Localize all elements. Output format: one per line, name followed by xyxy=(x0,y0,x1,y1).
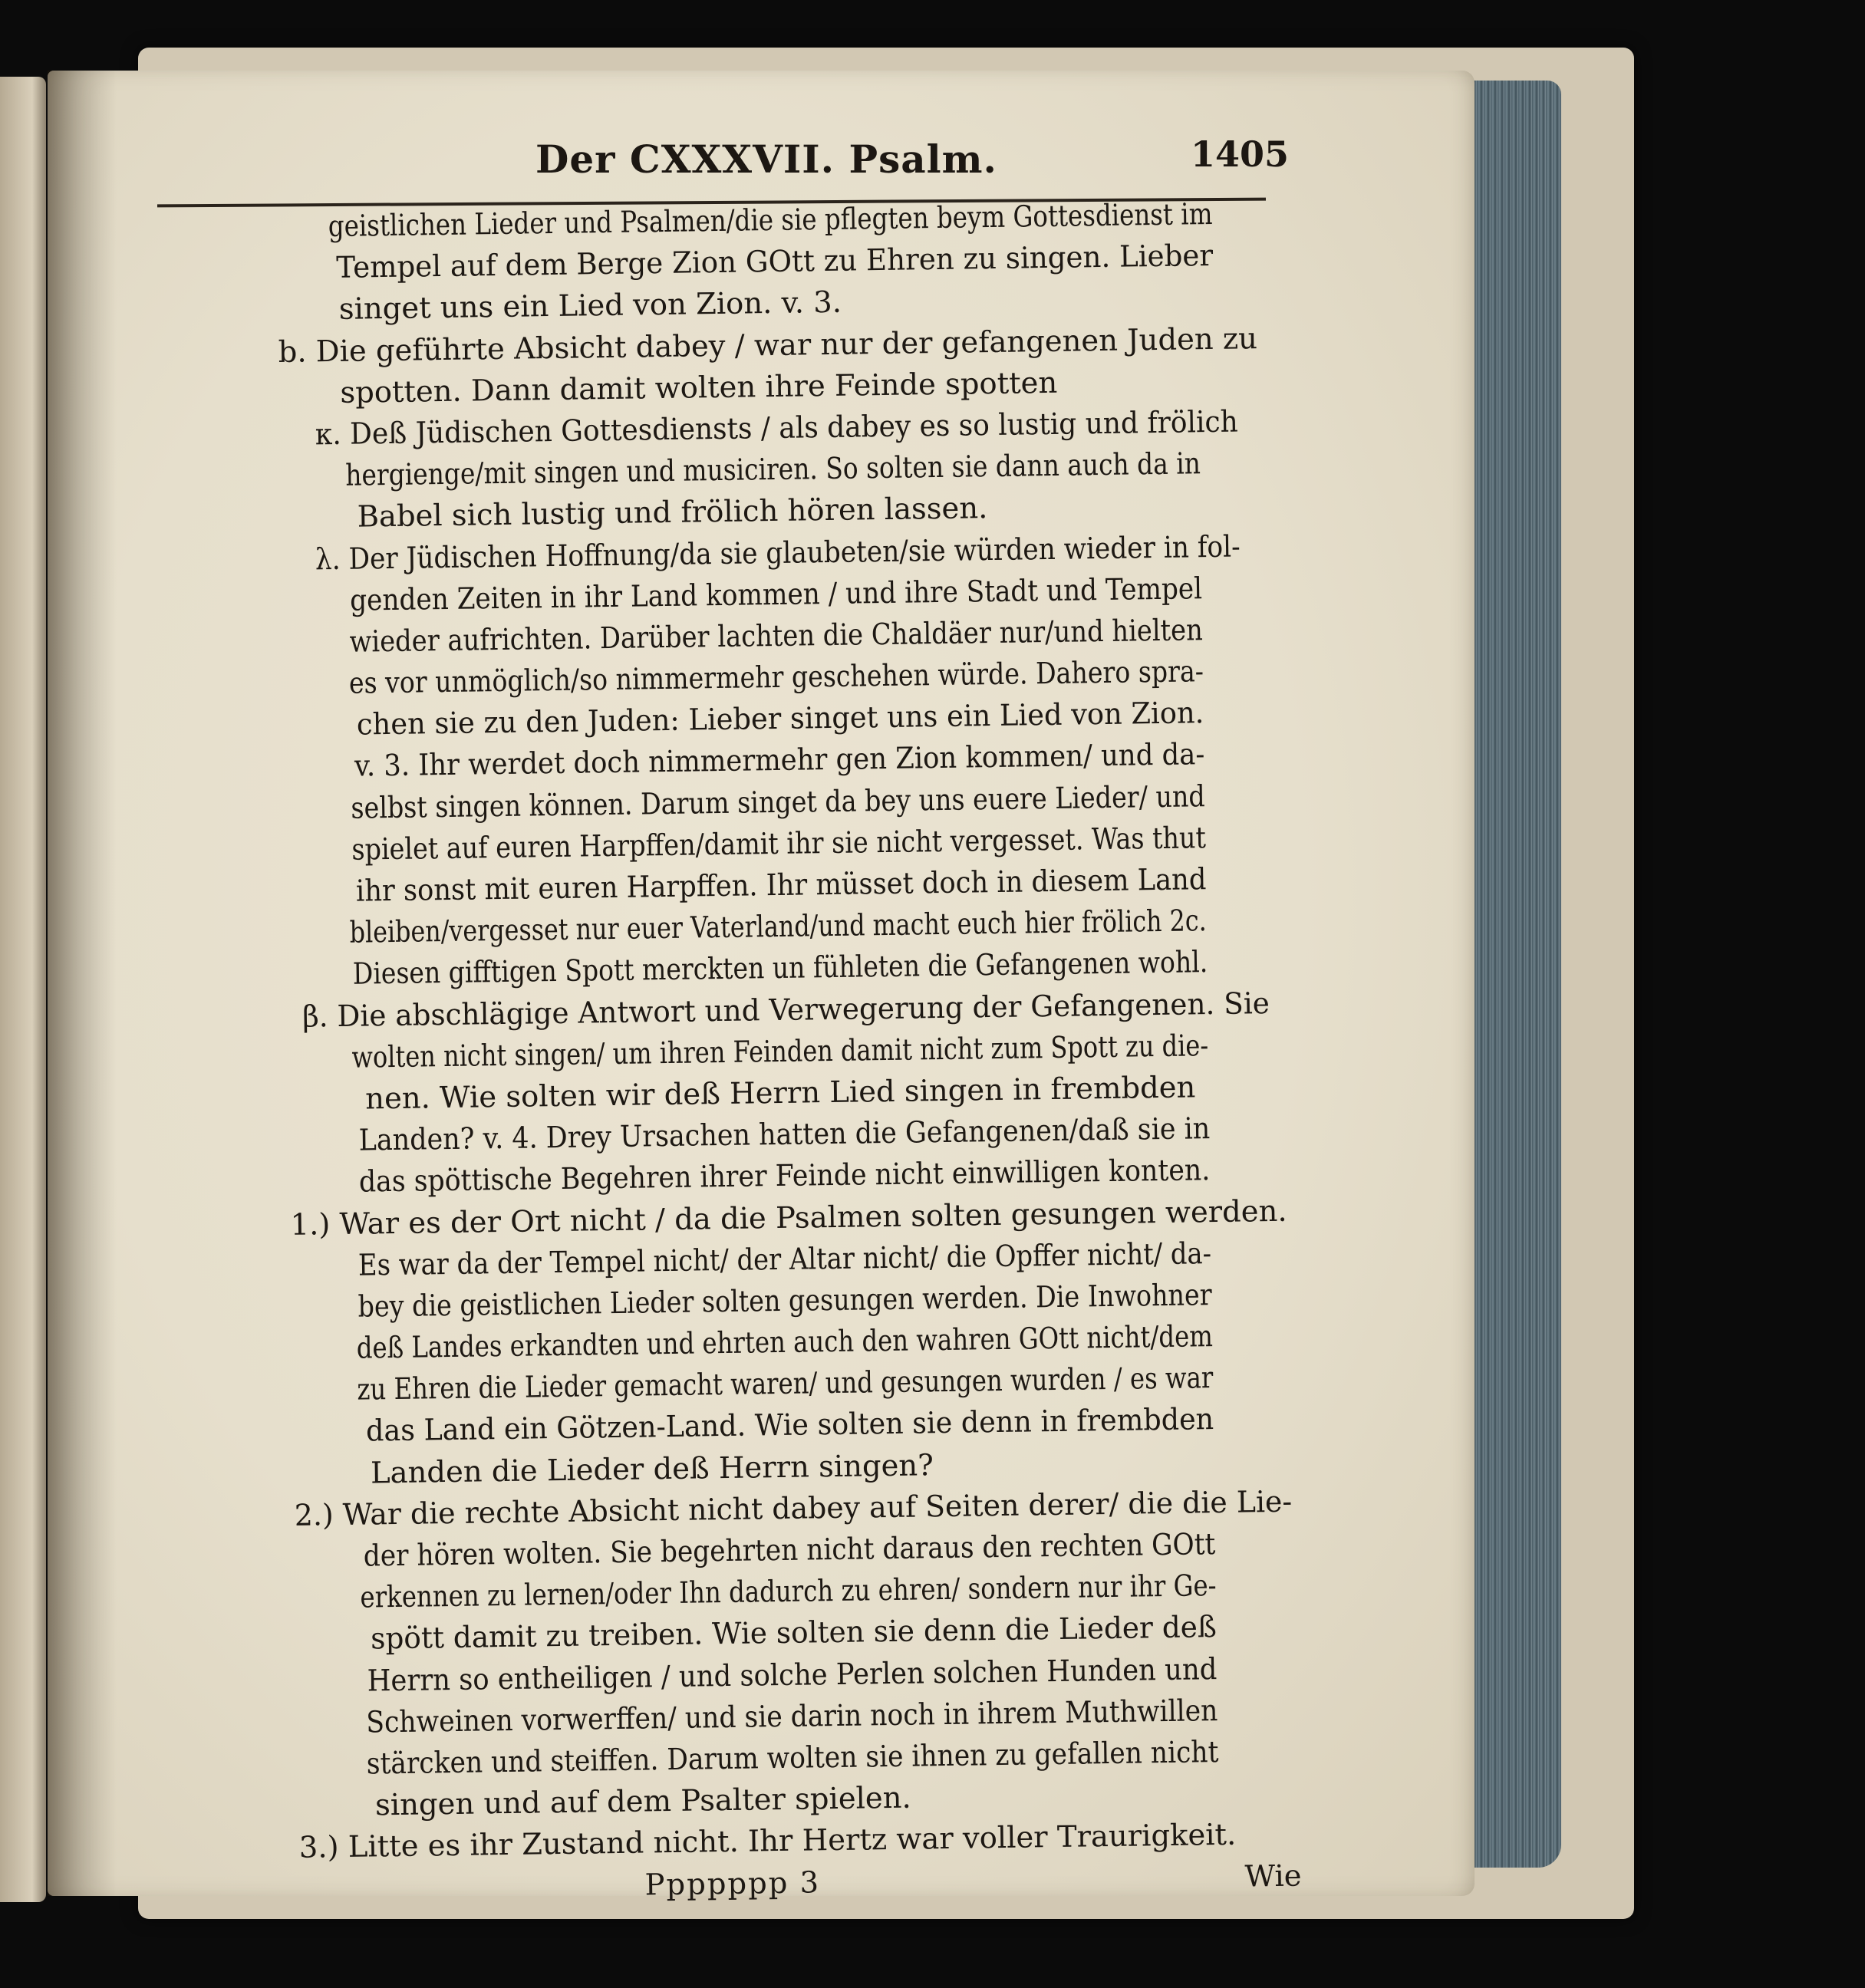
text-line: Tempel auf dem Berge Zion GOtt zu Ehren zu singen. Lieber xyxy=(336,239,1214,286)
text-line: Herrn so entheiligen / und solche Perlen solchen Hunden und xyxy=(367,1651,1218,1699)
text-line: β. Die abschlägige Antwort und Verwegerung der Gefangenen. Sie xyxy=(301,986,1270,1035)
signature-mark: Ppppppp 3 xyxy=(644,1865,821,1903)
text-line: v. 3. Ihr werdet doch nimmermehr gen Zion kommen/ und da- xyxy=(354,737,1205,785)
text-line: spött damit zu treiben. Wie solten sie denn die Lieder deß xyxy=(370,1610,1218,1657)
page-number: 1405 xyxy=(1190,133,1289,175)
text-line: das spöttische Begehren ihrer Feinde nicht einwilligen konten. xyxy=(358,1153,1211,1200)
text-line: bleiben/vergesset nur euer Vaterland/und macht euch hier frölich 2c. xyxy=(349,903,1208,950)
text-line: wolten nicht singen/ um ihren Feinden damit nicht zum Spott zu die- xyxy=(351,1028,1209,1075)
text-line: deß Landes erkandten und ehrten auch den wahren GOtt nicht/dem xyxy=(356,1319,1214,1366)
text-line: Babel sich lustig und frölich hören lassen. xyxy=(357,491,988,535)
text-line: selbst singen können. Darum singet da bey uns euere Lieder/ und xyxy=(351,778,1205,826)
text-line: singet uns ein Lied von Zion. v. 3. xyxy=(338,285,842,327)
text-line: das Land ein Götzen-Land. Wie solten sie denn in frembden xyxy=(365,1402,1214,1449)
text-line: ihr sonst mit euren Harpffen. Ihr müsset doch in diesem Land xyxy=(355,862,1207,909)
text-line: spielet auf euren Harpffen/damit ihr sie nicht vergesset. Was thut xyxy=(351,820,1207,867)
text-line: der hören wolten. Sie begehrten nicht daraus den rechten GOtt xyxy=(363,1527,1216,1574)
text-line: 2.) War die rechte Absicht nicht dabey auf Seiten derer/ die die Lie- xyxy=(294,1484,1293,1533)
text-line: spotten. Dann damit wolten ihre Feinde spotten xyxy=(340,365,1058,410)
text-line: genden Zeiten in ihr Land kommen / und ihre Stadt und Tempel xyxy=(349,571,1203,618)
running-title: Der CXXXVII. Psalm. xyxy=(535,137,997,182)
text-line: hergienge/mit singen und musiciren. So solten sie dann auch da in xyxy=(344,446,1201,493)
text-line: b. Die geführte Absicht dabey / war nur der gefangenen Juden zu xyxy=(278,321,1258,370)
text-line: Landen? v. 4. Drey Ursachen hatten die Gefangenen/daß sie in xyxy=(358,1111,1211,1158)
text-line: chen sie zu den Juden: Lieber singet uns ein Lied von Zion. xyxy=(356,696,1204,742)
text-line: κ. Deß Jüdischen Gottesdiensts / als dabey es so lustig und frölich xyxy=(315,404,1239,453)
text-line: Landen die Lieder deß Herrn singen? xyxy=(370,1447,934,1491)
body-text xyxy=(276,193,1313,1911)
text-line: Es war da der Tempel nicht/ der Altar nicht/ die Opffer nicht/ da- xyxy=(358,1236,1212,1283)
text-line: bey die geistlichen Lieder solten gesungen werden. Die Inwohner xyxy=(358,1277,1212,1325)
text-line: singen und auf dem Psalter spielen. xyxy=(374,1780,911,1823)
text-line: erkennen zu lernen/oder Ihn dadurch zu ehren/ sondern nur ihr Ge- xyxy=(360,1568,1217,1615)
gutter-shadow xyxy=(48,71,117,1896)
facing-page-edge xyxy=(0,77,46,1902)
text-line: zu Ehren die Lieder gemacht waren/ und gesungen wurden / es war xyxy=(357,1361,1214,1407)
catchword: Wie xyxy=(1244,1858,1302,1894)
text-line: Schweinen vorwerffen/ und sie darin noch in ihrem Muthwillen xyxy=(366,1693,1218,1740)
text-line: λ. Der Jüdischen Hoffnung/da sie glaubeten/sie würden wieder in fol- xyxy=(315,528,1241,577)
text-line: wieder aufrichten. Darüber lachten die Chaldäer nur/und hielten xyxy=(349,613,1204,660)
text-line: nen. Wie solten wir deß Herrn Lied singen in frembden xyxy=(364,1070,1196,1117)
text-line: es vor unmöglich/so nimmermehr geschehen würde. Dahero spra- xyxy=(348,654,1204,701)
text-line: Diesen gifftigen Spott merckten un fühleten die Gefangenen wohl. xyxy=(352,945,1208,992)
text-line: geistlichen Lieder und Psalmen/die sie pflegten beym Gottesdienst im xyxy=(328,196,1213,245)
text-line: 1.) War es der Ort nicht / da die Psalmen solten gesungen werden. xyxy=(290,1193,1287,1242)
text-line: 3.) Litte es ihr Zustand nicht. Ihr Hertz war voller Traurigkeit. xyxy=(298,1818,1237,1866)
running-head xyxy=(499,133,1297,190)
text-line: stärcken und steiffen. Darum wolten sie ihnen zu gefallen nicht xyxy=(366,1734,1219,1782)
